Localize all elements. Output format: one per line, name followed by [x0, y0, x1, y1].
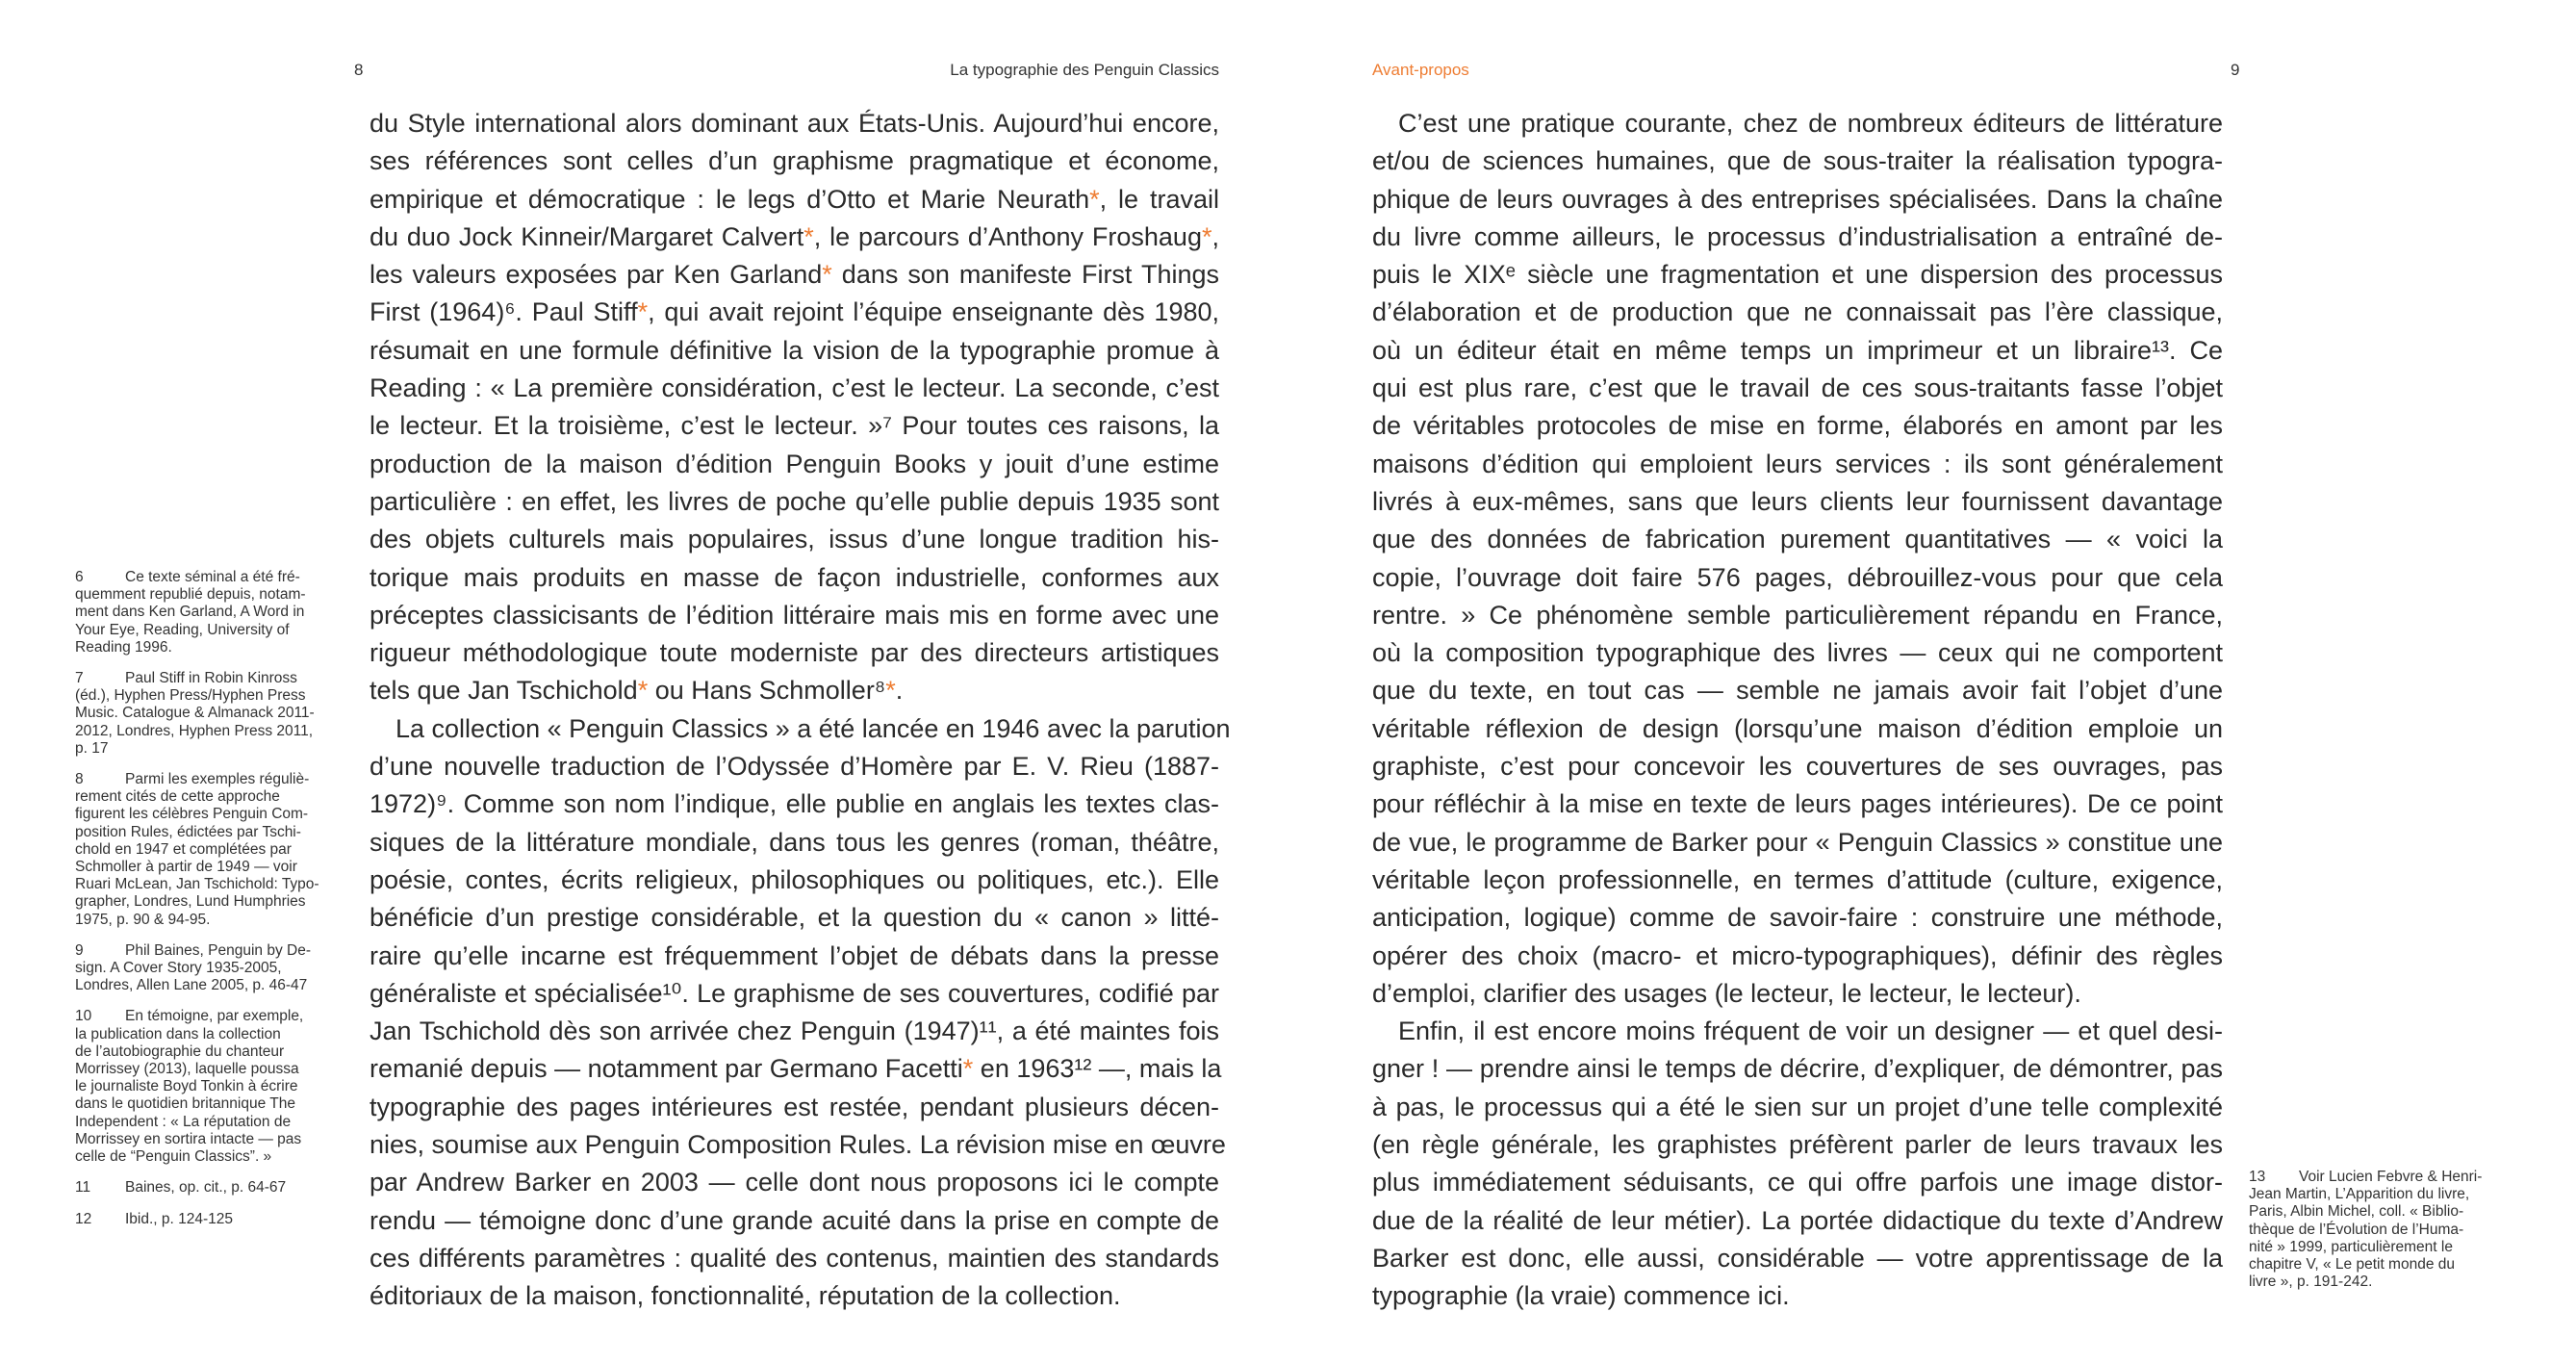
body-line: d’élaboration et de production que ne connaissait pas l’ère classique, [1372, 297, 2223, 327]
footnote-line [75, 893, 344, 911]
footnote-line [75, 806, 344, 823]
footnote-text: 1975, p. 90 & 94-95. [75, 911, 211, 928]
body-line: remanié depuis — notamment par Germano Facetti* en 1963¹² —, mais la [370, 1054, 1222, 1084]
footnote-line [75, 1043, 344, 1061]
body-line: et/ou de sciences humaines, que de sous-traiter la réalisation typogra- [1372, 146, 2223, 176]
body-line: livrés à eux-mêmes, sans que leurs clients leur fournissent davantage [1372, 486, 2223, 516]
footnote-text: chold en 1947 et complétées par [75, 840, 292, 858]
body-line: d’emploi, clarifier des usages (le lecteur, le lecteur, le lecteur). [1372, 978, 2081, 1008]
glossary-asterisk: * [1089, 184, 1100, 214]
body-line: résumait en une formule définitive la vision de la typographie promue à [370, 335, 1219, 365]
footnote-text: Morrissey (2013), laquelle poussa [75, 1061, 299, 1078]
right-footnotes [2249, 1169, 2518, 1304]
body-line: d’une nouvelle traduction de l’Odyssée d’Homère par E. V. Rieu (1887- [370, 752, 1219, 782]
body-line: nies, soumise aux Penguin Composition Rules. La révision mise en œuvre [370, 1130, 1226, 1160]
footnote-text: dans le quotidien britannique The [75, 1095, 295, 1113]
running-head: La typographie des Penguin Classics [950, 61, 1219, 79]
footnote [75, 1211, 344, 1228]
footnote-line [2249, 1203, 2518, 1221]
footnote-line [75, 1008, 344, 1025]
footnote-text: Ruari McLean, Jan Tschichold: Typo- [75, 876, 319, 893]
footnote [75, 942, 344, 995]
footnote-text: Music. Catalogue & Almanack 2011- [75, 705, 315, 722]
footnote-text: Paul Stiff in Robin Kinross [125, 670, 297, 687]
footnote-line [75, 1131, 344, 1148]
body-line: typographie des pages intérieures est restée, pendant plusieurs décen- [370, 1092, 1219, 1121]
body-line: graphiste, c’est pour concevoir les couvertures de ses ouvrages, pas [1372, 752, 2223, 782]
body-line: rentre. » Ce phénomène semble particulièrement répandu en France, [1372, 600, 2223, 630]
body-line: généraliste et spécialisée¹⁰. Le graphisme de ses couvertures, codifié par [370, 978, 1219, 1008]
body-line: à pas, le processus qui a été le sien sur un projet d’une telle complexité [1372, 1092, 2223, 1121]
footnote [75, 569, 344, 656]
footnote-number: 6 [75, 569, 84, 585]
footnote-line [75, 977, 344, 994]
footnote-text: thèque de l’Évolution de l’Huma- [2249, 1221, 2464, 1238]
footnote-text: Voir Lucien Febvre & Henri- [2299, 1169, 2483, 1185]
glossary-asterisk: * [803, 221, 814, 251]
body-line: plus immédiatement séduisants, ce qui offre parfois une image distor- [1372, 1168, 2223, 1197]
footnote-line [75, 586, 344, 604]
footnote-text: 2012, Londres, Hyphen Press 2011, [75, 722, 314, 739]
left-page-number: 8 [354, 61, 364, 79]
footnote [75, 1008, 344, 1166]
body-line: du livre comme ailleurs, le processus d’industrialisation a entraîné de- [1372, 221, 2223, 251]
footnote-number: 7 [75, 670, 84, 687]
body-line: bénéficie d’un prestige considérable, et la question du « canon » litté- [370, 903, 1219, 933]
footnote-text: quemment republié depuis, notam- [75, 586, 306, 604]
footnote-text: Your Eye, Reading, University of [75, 621, 290, 638]
footnote-text: Reading 1996. [75, 638, 172, 656]
left-footnotes [75, 569, 344, 1242]
body-line: torique mais produits en masse de façon industrielle, conformes aux [370, 562, 1219, 592]
footnote [75, 670, 344, 758]
body-line: éditoriaux de la maison, fonctionnalité, réputation de la collection. [370, 1281, 1121, 1311]
body-line: (en règle générale, les graphistes préfèrent parler de leurs travaux les [1372, 1130, 2223, 1160]
body-line: opérer des choix (macro- et micro-typographiques), définir des règles [1372, 940, 2223, 970]
footnote-text: le journaliste Boyd Tonkin à écrire [75, 1078, 298, 1095]
footnote-text: celle de “Penguin Classics”. » [75, 1148, 272, 1166]
footnote-line [2249, 1239, 2518, 1256]
body-line: tels que Jan Tschichold* ou Hans Schmoller⁸*. [370, 676, 904, 706]
body-line: véritable leçon professionnelle, en termes d’attitude (culture, exigence, [1372, 864, 2223, 894]
body-line: ses références sont celles d’un graphisme pragmatique et économe, [370, 146, 1219, 176]
footnote-line [2249, 1256, 2518, 1274]
footnote-text: Londres, Allen Lane 2005, p. 46-47 [75, 977, 308, 994]
footnote [75, 1179, 344, 1197]
body-line: les valeurs exposées par Ken Garland* dans son manifeste First Things [370, 260, 1219, 290]
body-line: gner ! — prendre ainsi le temps de décrire, d’expliquer, de démontrer, pas [1372, 1054, 2223, 1084]
footnote-number: 8 [75, 771, 84, 788]
body-line: par Andrew Barker en 2003 — celle dont nous proposons ici le compte [370, 1168, 1219, 1197]
body-line: des objets culturels mais populaires, issus d’une longue tradition his- [370, 525, 1219, 554]
glossary-asterisk: * [637, 676, 649, 706]
footnote-text: Paris, Albin Michel, coll. « Biblio- [2249, 1203, 2464, 1221]
footnote-line [2249, 1169, 2518, 1186]
footnote-text: la publication dans la collection [75, 1025, 281, 1042]
footnote-text: Parmi les exemples réguliè- [125, 771, 310, 788]
footnote-line [75, 604, 344, 621]
body-line: puis le XIXᵉ siècle une fragmentation et une dispersion des processus [1372, 260, 2223, 290]
body-line: raire qu’elle incarne est fréquemment l’objet de débats dans la presse [370, 940, 1219, 970]
body-line: production de la maison d’édition Penguin Books y jouit d’une estime [370, 449, 1219, 478]
footnote [75, 771, 344, 929]
footnote-text: Phil Baines, Penguin by De- [125, 941, 312, 959]
footnote-line [75, 841, 344, 859]
footnote-text: chapitre V, « Le petit monde du [2249, 1256, 2455, 1274]
footnote-line [2249, 1222, 2518, 1239]
footnote-text: sign. A Cover Story 1935-2005, [75, 960, 282, 977]
body-line: Barker est donc, elle aussi, considérable — votre apprentissage de la [1372, 1243, 2223, 1273]
body-line: copie, l’ouvrage doit faire 576 pages, débrouillez-vous pour que cela [1372, 562, 2223, 592]
footnote-line [75, 723, 344, 740]
body-line: préceptes classicisants de l’édition littéraire mais mis en forme avec une [370, 600, 1219, 630]
footnote-text: Ibid., p. 124-125 [125, 1210, 234, 1227]
body-line: rendu — témoigne donc d’une grande acuité dans la prise en compte de [370, 1205, 1219, 1235]
footnote-line [75, 670, 344, 687]
footnote-number: 12 [75, 1210, 92, 1227]
glossary-asterisk: * [1201, 221, 1212, 251]
body-line: Jan Tschichold dès son arrivée chez Penguin (1947)¹¹, a été maintes fois [370, 1017, 1219, 1046]
footnote-text: Ce texte séminal a été fré- [125, 569, 300, 585]
body-line: véritable réflexion de design (lorsqu’une maison d’édition emploie un [1372, 713, 2223, 743]
footnote-line [75, 912, 344, 929]
footnote-line [75, 960, 344, 977]
body-line: que des données de fabrication purement quantitatives — « voici la [1372, 525, 2223, 554]
body-line: 1972)⁹. Comme son nom l’indique, elle publie en anglais les textes clas- [370, 789, 1219, 819]
body-line: de véritables protocoles de mise en forme, élaborés en amont par les [1372, 411, 2223, 441]
footnote-line [75, 569, 344, 586]
footnote-text: grapher, Londres, Lund Humphries [75, 893, 306, 911]
footnote-number: 13 [2249, 1169, 2266, 1185]
footnote-line [75, 740, 344, 758]
footnote [2249, 1169, 2518, 1291]
footnote-number: 11 [75, 1179, 91, 1197]
footnote-text: p. 17 [75, 739, 109, 757]
body-line: ces différents paramètres : qualité des contenus, maintien des standards [370, 1243, 1219, 1273]
footnote-text: Baines, op. cit., p. 64-67 [125, 1179, 287, 1197]
footnote-line [75, 1026, 344, 1043]
footnote-line [75, 859, 344, 876]
footnote-text: de l’autobiographie du chanteur [75, 1042, 285, 1060]
footnote-line [75, 1148, 344, 1166]
body-line: siques de la littérature mondiale, dans tous les genres (roman, théâtre, [370, 827, 1219, 857]
body-line: où la composition typographique des livres — ceux qui ne comportent [1372, 638, 2223, 668]
footnote-text: Independent : « La réputation de [75, 1113, 292, 1130]
footnote-line [75, 771, 344, 788]
left-body-text [370, 105, 1231, 1316]
footnote-line [75, 876, 344, 893]
body-line: pour réfléchir à la mise en texte de leurs pages intérieures). De ce point [1372, 789, 2223, 819]
body-line: poésie, contes, écrits religieux, philosophiques ou politiques, etc.). Elle [370, 864, 1219, 894]
footnote-line [75, 622, 344, 639]
footnote-line [75, 1179, 344, 1197]
footnote-line [75, 1114, 344, 1131]
body-line: First (1964)⁶. Paul Stiff*, qui avait rejoint l’équipe enseignante dès 1980, [370, 297, 1220, 327]
body-line: le lecteur. Et la troisième, c’est le lecteur. »⁷ Pour toutes ces raisons, la [370, 411, 1219, 441]
body-line: due de la réalité de leur métier). La portée didactique du texte d’Andrew [1372, 1205, 2223, 1235]
footnote-line [75, 942, 344, 960]
footnote-text: ment dans Ken Garland, A Word in [75, 604, 305, 621]
footnote-number: 9 [75, 941, 84, 959]
body-line: maisons d’édition qui emploient leurs services : ils sont généralement [1372, 449, 2223, 478]
body-line: anticipation, logique) comme de savoir-faire : construire une méthode, [1372, 903, 2223, 933]
right-body-text [1372, 105, 2223, 1316]
footnote-text: En témoigne, par exemple, [125, 1008, 304, 1025]
body-line: Reading : « La première considération, c’est le lecteur. La seconde, c’est [370, 373, 1219, 403]
footnote-line [75, 1061, 344, 1078]
body-line: que du texte, en tout cas — semble ne jamais avoir fait l’objet d’une [1372, 676, 2223, 706]
body-line: où un éditeur était en même temps un imprimeur et un libraire¹³. Ce [1372, 335, 2223, 365]
glossary-asterisk: * [962, 1054, 974, 1084]
body-line: du Style international alors dominant aux États-Unis. Aujourd’hui encore, [370, 109, 1219, 138]
footnote-text: Jean Martin, L’Apparition du livre, [2249, 1186, 2470, 1203]
footnote-text: position Rules, édictées par Tschi- [75, 823, 301, 840]
footnote-text: livre », p. 191-242. [2249, 1274, 2373, 1291]
right-page-number: 9 [2231, 61, 2240, 79]
footnote-text: (éd.), Hyphen Press/Hyphen Press [75, 687, 306, 705]
footnote-line [75, 687, 344, 705]
footnote-text: figurent les célèbres Penguin Com- [75, 806, 309, 823]
footnote-text: rement cités de cette approche [75, 788, 280, 806]
body-line: La collection « Penguin Classics » a été lancée en 1946 avec la parution [395, 713, 1231, 743]
body-line: Enfin, il est encore moins fréquent de voir un designer — et quel desi- [1398, 1017, 2223, 1046]
body-line: particulière : en effet, les livres de poche qu’elle publie depuis 1935 sont [370, 486, 1219, 516]
body-line: rigueur méthodologique toute moderniste par des directeurs artistiques [370, 638, 1219, 668]
footnote-line [2249, 1186, 2518, 1203]
footnote-line [75, 1095, 344, 1113]
body-line: typographie (la vraie) commence ici. [1372, 1281, 1790, 1311]
footnote-line [75, 1078, 344, 1095]
body-line: phique de leurs ouvrages à des entreprises spécialisées. Dans la chaîne [1372, 184, 2223, 214]
glossary-asterisk: * [822, 260, 832, 290]
section-title: Avant-propos [1372, 61, 1469, 79]
footnote-line [2249, 1274, 2518, 1291]
glossary-asterisk: * [885, 676, 896, 706]
body-line: empirique et démocratique : le legs d’Otto et Marie Neurath*, le travail [370, 184, 1219, 214]
body-line: du duo Jock Kinneir/Margaret Calvert*, le parcours d’Anthony Froshaug*, [370, 221, 1219, 251]
footnote-number: 10 [75, 1008, 92, 1025]
glossary-asterisk: * [637, 297, 649, 327]
footnote-text: Morrissey en sortira intacte — pas [75, 1130, 302, 1147]
footnote-line [75, 639, 344, 656]
footnote-text: nité » 1999, particulièrement le [2249, 1238, 2453, 1255]
body-line: C’est une pratique courante, chez de nombreux éditeurs de littérature [1398, 109, 2223, 138]
footnote-line [75, 1211, 344, 1228]
footnote-line [75, 788, 344, 806]
body-line: de vue, le programme de Barker pour « Penguin Classics » constitue une [1372, 827, 2223, 857]
footnote-text: Schmoller à partir de 1949 — voir [75, 859, 297, 876]
footnote-line [75, 705, 344, 722]
footnote-line [75, 824, 344, 841]
body-line: qui est plus rare, c’est que le travail de ces sous-traitants fasse l’objet [1372, 373, 2223, 403]
